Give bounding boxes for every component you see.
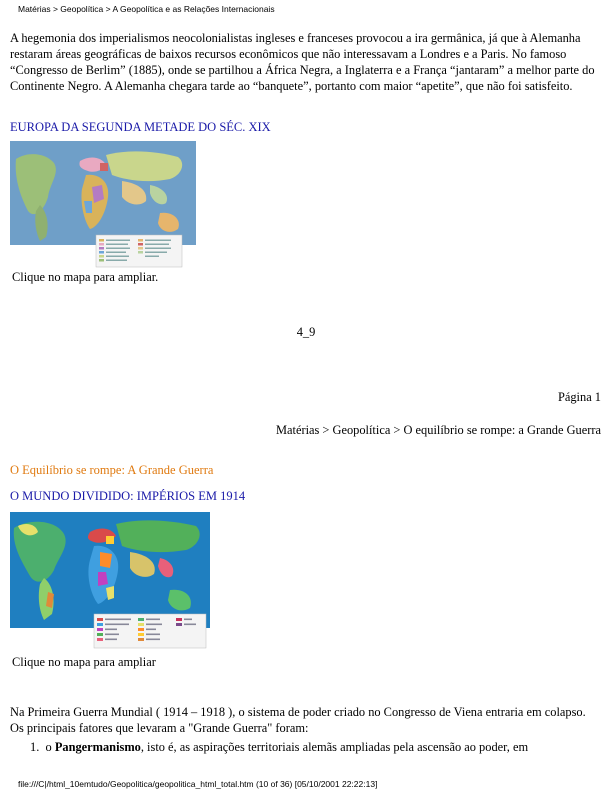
- list-number: 1.: [30, 740, 40, 754]
- footer-file-path: file:///C|/html_10emtudo/Geopolitica/geopolitica_html_total.htm (10 of 36) [05/10/2001 22:22:13]: [18, 779, 378, 789]
- europe-19th-century-map[interactable]: [10, 141, 196, 267]
- page-marker: 4_9: [296, 325, 316, 339]
- section1-heading: EUROPA DA SEGUNDA METADE DO SÉC. XIX: [10, 120, 271, 134]
- list-rest: , isto é, as aspirações territoriais alemãs ampliadas pela ascensão ao poder, em: [140, 740, 529, 754]
- section1-caption: Clique no mapa para ampliar.: [12, 270, 159, 284]
- war-paragraph: Na Primeira Guerra Mundial ( 1914 – 1918 ), o sistema de poder criado no Congresso de Viena entraria em colapso. Os principais fatores que levaram a "Grande Guerra" foram:: [10, 705, 586, 735]
- intro-paragraph: A hegemonia dos imperialismos neocolonialistas ingleses e franceses provocou a ira germânica, já que à Alemanha restaram áreas geográficas de baixos recursos econômicos que não interessavam a Londres e a Paris. No famoso “Congresso de Berlim” (1885), onde se partilhou a África Negra, a Inglaterra e a França “jantaram” a melhor parte do Continente Negro. A Alemanha chegara tarde ao “banquete”, portanto com maior “apetite”, que não foi satisfeito.: [10, 31, 595, 93]
- section2-title: O Equilíbrio se rompe: A Grande Guerra: [10, 463, 214, 477]
- list-term: Pangermanismo: [54, 740, 141, 754]
- page-label: Página 1: [557, 390, 601, 404]
- header-breadcrumb: Matérias > Geopolítica > A Geopolítica e as Relações Internacionais: [18, 4, 275, 14]
- list-prefix: o: [45, 740, 52, 754]
- section2-caption: Clique no mapa para ampliar: [12, 655, 156, 669]
- list-item: [30, 740, 528, 755]
- breadcrumb-2: Matérias > Geopolítica > O equilíbrio se rompe: a Grande Guerra: [275, 423, 601, 437]
- world-empires-1914-map[interactable]: [10, 512, 210, 648]
- section2-heading: O MUNDO DIVIDIDO: IMPÉRIOS EM 1914: [10, 489, 246, 503]
